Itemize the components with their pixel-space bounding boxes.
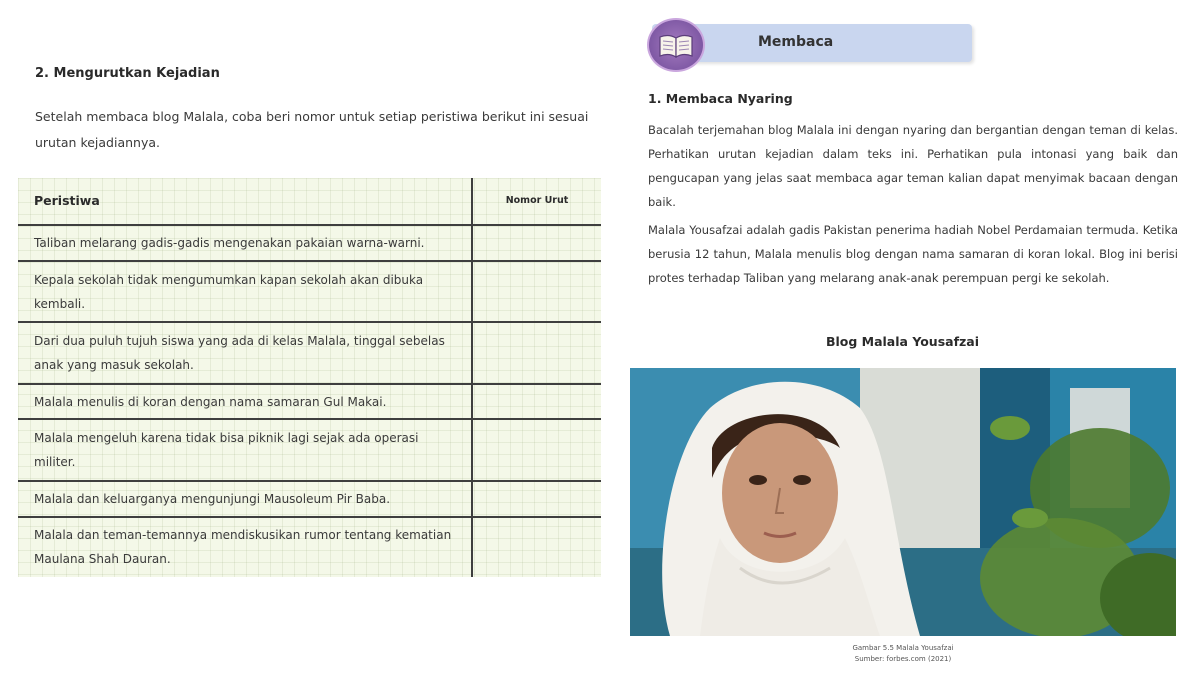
section-title: 2. Mengurutkan Kejadian [35, 66, 220, 81]
order-number-cell[interactable] [472, 517, 601, 577]
instruction-text: Setelah membaca blog Malala, coba beri nomor untuk setiap peristiwa berikut ini sesuai urutan kejadiannya. [35, 109, 589, 150]
table-row [18, 517, 601, 577]
events-table-container [18, 178, 601, 577]
order-number-cell[interactable] [472, 419, 601, 480]
order-number-cell[interactable] [472, 261, 601, 322]
event-text: Dari dua puluh tujuh siswa yang ada di kelas Malala, tinggal sebelas anak yang masuk sekolah. [18, 322, 472, 383]
paragraph-instructions: Bacalah terjemahan blog Malala ini dengan nyaring dan bergantian dengan teman di kelas. Perhatikan urutan kejadian dalam teks ini. Perhatikan pula intonasi yang baik dan pengucapan yang jelas saat membaca agar teman kalian dapat menyimak bacaan dengan baik. [648, 123, 1178, 209]
right-page [612, 0, 1200, 675]
order-number-cell[interactable] [472, 481, 601, 517]
event-text: Malala menulis di koran dengan nama samaran Gul Makai. [18, 384, 472, 420]
blog-title: Blog Malala Yousafzai [825, 334, 980, 349]
table-row [18, 225, 601, 261]
table-row [18, 384, 601, 420]
header-nomor-urut: Nomor Urut [472, 178, 601, 225]
order-number-cell[interactable] [472, 225, 601, 261]
open-book-icon [647, 18, 705, 72]
table-row [18, 481, 601, 517]
event-text: Malala mengeluh karena tidak bisa piknik lagi sejak ada operasi militer. [18, 419, 472, 480]
event-text: Malala dan teman-temannya mendiskusikan rumor tentang kematian Maulana Shah Dauran. [34, 528, 452, 567]
table-row [18, 322, 601, 383]
order-number-cell[interactable] [472, 384, 601, 420]
event-text: Malala dan keluarganya mengunjungi Mausoleum Pir Baba. [18, 481, 472, 517]
caption-source: Sumber: forbes.com (2021) [854, 655, 952, 663]
event-text: Kepala sekolah tidak mengumumkan kapan sekolah akan dibuka kembali. [18, 261, 472, 322]
table-row [18, 261, 601, 322]
table-header-row [18, 178, 601, 225]
table-row [18, 419, 601, 480]
caption-line: Gambar 5.5 Malala Yousafzai [852, 644, 954, 652]
header-peristiwa: Peristiwa [18, 178, 472, 225]
order-number-cell[interactable] [472, 322, 601, 383]
paragraph-intro: Malala Yousafzai adalah gadis Pakistan penerima hadiah Nobel Perdamaian termuda. Ketika berusia 12 tahun, Malala menulis blog dengan nama samaran di koran lokal. Blog ini berisi protes terhadap Taliban yang melarang anak-anak perempuan pergi ke sekolah. [648, 223, 1178, 285]
event-text: Taliban melarang gadis-gadis mengenakan pakaian warna-warni. [18, 225, 472, 261]
photo-caption [630, 643, 1176, 665]
malala-photo [630, 368, 1176, 636]
events-table [18, 178, 601, 577]
reading-section-title: 1. Membaca Nyaring [648, 91, 793, 106]
banner-label: Membaca [758, 34, 834, 50]
